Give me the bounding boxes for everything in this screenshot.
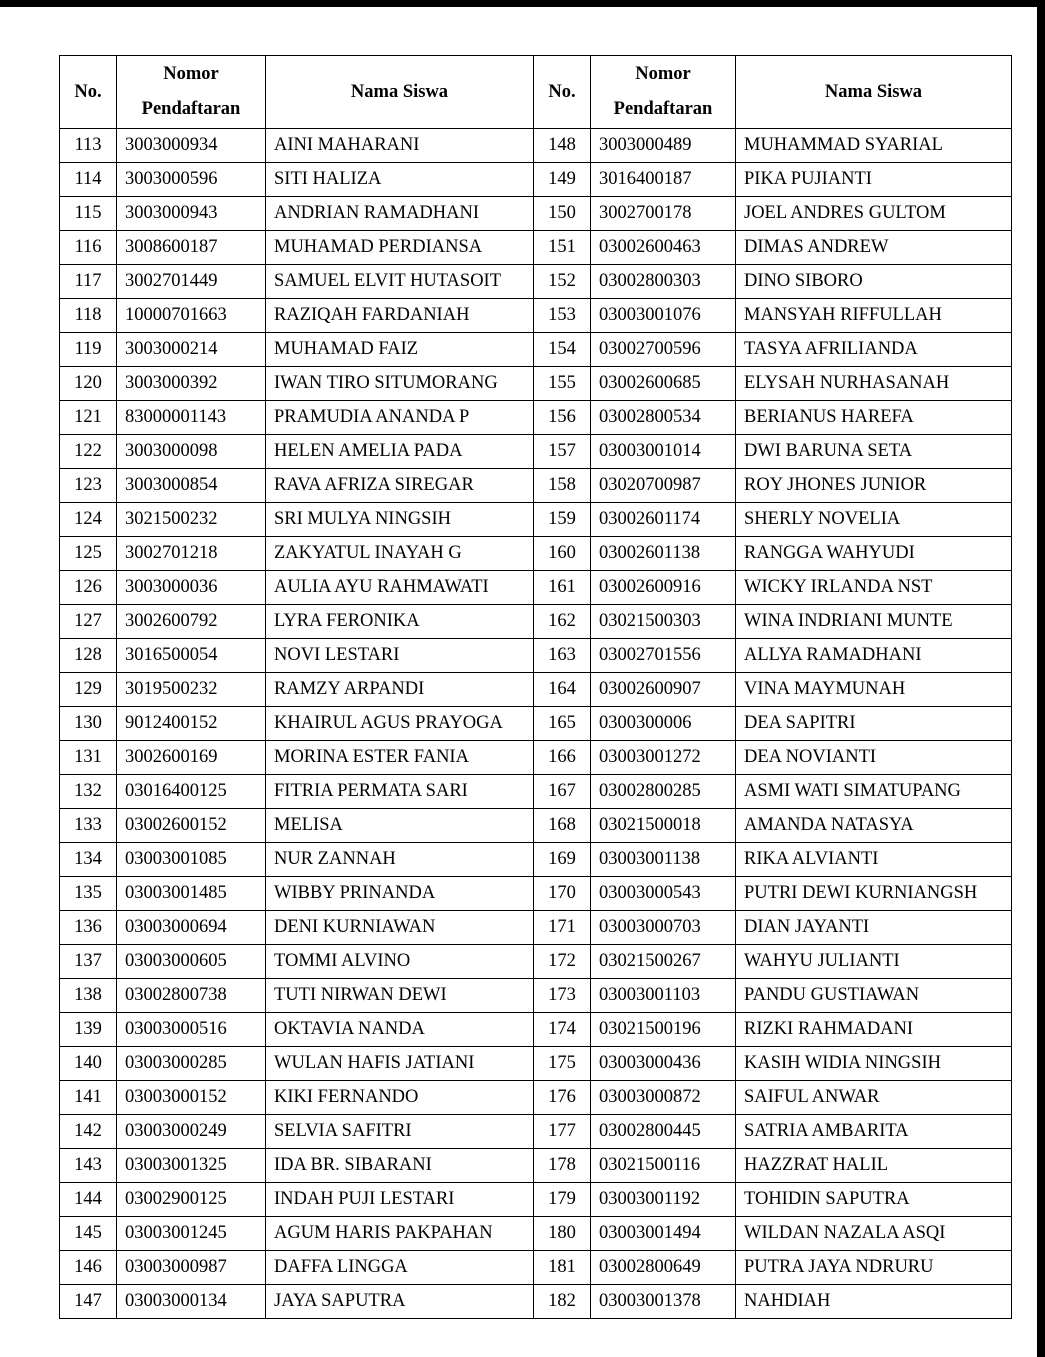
student-name-right: RANGGA WAHYUDI [736,537,1012,571]
table-row [60,1047,1012,1081]
row-number-left: 123 [60,469,117,503]
row-number-right: 179 [534,1183,591,1217]
row-number-left: 113 [60,129,117,163]
table-row [60,911,1012,945]
registration-number-right: 03002800649 [591,1251,736,1285]
row-number-right: 181 [534,1251,591,1285]
student-name-right: BERIANUS HAREFA [736,401,1012,435]
student-name-left: SRI MULYA NINGSIH [266,503,534,537]
registration-number-right: 3002700178 [591,197,736,231]
row-number-right: 177 [534,1115,591,1149]
registration-number-left: 03002900125 [117,1183,266,1217]
student-name-right: ALLYA RAMADHANI [736,639,1012,673]
student-name-left: FITRIA PERMATA SARI [266,775,534,809]
registration-number-right: 03021500196 [591,1013,736,1047]
student-name-left: NOVI LESTARI [266,639,534,673]
registration-number-right: 03003000543 [591,877,736,911]
registration-number-left: 03003000516 [117,1013,266,1047]
student-name-left: MORINA ESTER FANIA [266,741,534,775]
student-name-right: ROY JHONES JUNIOR [736,469,1012,503]
registration-number-left: 3003000943 [117,197,266,231]
row-number-right: 168 [534,809,591,843]
registration-number-left: 3003000854 [117,469,266,503]
row-number-right: 172 [534,945,591,979]
table-row [60,843,1012,877]
registration-number-right: 03002701556 [591,639,736,673]
table-row [60,979,1012,1013]
student-name-left: PRAMUDIA ANANDA P [266,401,534,435]
registration-number-left: 03003000605 [117,945,266,979]
table-row [60,231,1012,265]
registration-number-right: 0300300006 [591,707,736,741]
registration-number-right: 03021500116 [591,1149,736,1183]
table-row [60,537,1012,571]
table-row [60,1149,1012,1183]
table-row [60,571,1012,605]
row-number-left: 144 [60,1183,117,1217]
student-name-right: SAIFUL ANWAR [736,1081,1012,1115]
registration-number-left: 03002800738 [117,979,266,1013]
registration-number-left: 03016400125 [117,775,266,809]
row-number-right: 164 [534,673,591,707]
student-name-right: SATRIA AMBARITA [736,1115,1012,1149]
student-name-left: NUR ZANNAH [266,843,534,877]
row-number-left: 142 [60,1115,117,1149]
registration-number-left: 3008600187 [117,231,266,265]
registration-number-left: 03003000152 [117,1081,266,1115]
registration-number-left: 03003001485 [117,877,266,911]
row-number-left: 139 [60,1013,117,1047]
table-row [60,435,1012,469]
student-name-left: MUHAMAD FAIZ [266,333,534,367]
row-number-right: 180 [534,1217,591,1251]
registration-number-right: 03002601174 [591,503,736,537]
table-row [60,1115,1012,1149]
student-name-right: PUTRA JAYA NDRURU [736,1251,1012,1285]
table-row [60,605,1012,639]
registration-number-left: 3021500232 [117,503,266,537]
row-number-left: 121 [60,401,117,435]
row-number-left: 120 [60,367,117,401]
registration-number-left: 03003000249 [117,1115,266,1149]
registration-number-left: 03003001085 [117,843,266,877]
student-name-left: RAZIQAH FARDANIAH [266,299,534,333]
student-name-left: OKTAVIA NANDA [266,1013,534,1047]
row-number-left: 146 [60,1251,117,1285]
registration-number-left: 9012400152 [117,707,266,741]
registration-number-right: 03021500303 [591,605,736,639]
student-name-left: WULAN HAFIS JATIANI [266,1047,534,1081]
table-row [60,1251,1012,1285]
table-row [60,1285,1012,1319]
row-number-right: 157 [534,435,591,469]
row-number-right: 151 [534,231,591,265]
table-row [60,1183,1012,1217]
student-name-left: AINI MAHARANI [266,129,534,163]
table-row [60,367,1012,401]
student-name-left: TUTI NIRWAN DEWI [266,979,534,1013]
header-registration-number-left: Nomor Pendaftaran [117,56,266,129]
student-name-left: SITI HALIZA [266,163,534,197]
row-number-left: 132 [60,775,117,809]
student-name-right: KASIH WIDIA NINGSIH [736,1047,1012,1081]
student-name-left: LYRA FERONIKA [266,605,534,639]
row-number-right: 182 [534,1285,591,1319]
row-number-right: 156 [534,401,591,435]
row-number-left: 117 [60,265,117,299]
student-name-right: WINA INDRIANI MUNTE [736,605,1012,639]
row-number-left: 140 [60,1047,117,1081]
student-registration-table [59,55,1012,1319]
row-number-right: 165 [534,707,591,741]
row-number-right: 166 [534,741,591,775]
registration-number-left: 83000001143 [117,401,266,435]
row-number-right: 149 [534,163,591,197]
registration-number-right: 03003001272 [591,741,736,775]
student-name-right: TASYA AFRILIANDA [736,333,1012,367]
row-number-left: 137 [60,945,117,979]
registration-number-right: 03003001076 [591,299,736,333]
student-name-left: ANDRIAN RAMADHANI [266,197,534,231]
registration-number-right: 03020700987 [591,469,736,503]
table-row [60,673,1012,707]
table-row [60,639,1012,673]
student-name-left: WIBBY PRINANDA [266,877,534,911]
registration-number-left: 3002701449 [117,265,266,299]
student-name-right: TOHIDIN SAPUTRA [736,1183,1012,1217]
header-no-right: No. [534,56,591,129]
table-row [60,877,1012,911]
registration-number-right: 3003000489 [591,129,736,163]
row-number-left: 131 [60,741,117,775]
student-name-right: ASMI WATI SIMATUPANG [736,775,1012,809]
row-number-left: 133 [60,809,117,843]
row-number-right: 159 [534,503,591,537]
student-name-right: DEA NOVIANTI [736,741,1012,775]
student-name-right: AMANDA NATASYA [736,809,1012,843]
student-name-right: DIMAS ANDREW [736,231,1012,265]
header-student-name-left: Nama Siswa [266,56,534,129]
header-no-left: No. [60,56,117,129]
student-name-right: DIAN JAYANTI [736,911,1012,945]
registration-number-left: 03003001245 [117,1217,266,1251]
row-number-left: 127 [60,605,117,639]
registration-number-left: 3003000392 [117,367,266,401]
registration-number-right: 03002600916 [591,571,736,605]
table-row [60,333,1012,367]
row-number-right: 152 [534,265,591,299]
registration-number-right: 03002700596 [591,333,736,367]
row-number-right: 153 [534,299,591,333]
registration-number-left: 10000701663 [117,299,266,333]
row-number-left: 122 [60,435,117,469]
student-name-left: ZAKYATUL INAYAH G [266,537,534,571]
row-number-left: 134 [60,843,117,877]
row-number-right: 171 [534,911,591,945]
row-number-right: 174 [534,1013,591,1047]
registration-number-right: 03003000872 [591,1081,736,1115]
table-row [60,197,1012,231]
student-name-left: RAMZY ARPANDI [266,673,534,707]
student-name-right: NAHDIAH [736,1285,1012,1319]
table-row [60,129,1012,163]
table-row [60,1217,1012,1251]
registration-number-right: 03021500018 [591,809,736,843]
registration-number-left: 3016500054 [117,639,266,673]
student-name-right: ELYSAH NURHASANAH [736,367,1012,401]
table-body [60,129,1012,1319]
row-number-right: 167 [534,775,591,809]
table-row [60,503,1012,537]
student-name-right: VINA MAYMUNAH [736,673,1012,707]
row-number-left: 129 [60,673,117,707]
registration-number-right: 3016400187 [591,163,736,197]
table-header-row [60,56,1012,129]
student-name-left: AULIA AYU RAHMAWATI [266,571,534,605]
row-number-left: 138 [60,979,117,1013]
student-name-right: DINO SIBORO [736,265,1012,299]
row-number-right: 170 [534,877,591,911]
student-name-right: DWI BARUNA SETA [736,435,1012,469]
row-number-left: 130 [60,707,117,741]
registration-number-left: 03003000285 [117,1047,266,1081]
registration-number-right: 03002800303 [591,265,736,299]
student-name-left: MELISA [266,809,534,843]
student-name-right: HAZZRAT HALIL [736,1149,1012,1183]
student-name-right: RIZKI RAHMADANI [736,1013,1012,1047]
row-number-left: 115 [60,197,117,231]
table-row [60,945,1012,979]
student-name-left: KHAIRUL AGUS PRAYOGA [266,707,534,741]
row-number-left: 145 [60,1217,117,1251]
student-name-left: RAVA AFRIZA SIREGAR [266,469,534,503]
table-row [60,707,1012,741]
registration-number-left: 03003000694 [117,911,266,945]
student-name-right: RIKA ALVIANTI [736,843,1012,877]
row-number-left: 128 [60,639,117,673]
registration-number-left: 3002701218 [117,537,266,571]
row-number-right: 150 [534,197,591,231]
table-row [60,809,1012,843]
registration-number-left: 03003000134 [117,1285,266,1319]
student-name-left: DAFFA LINGGA [266,1251,534,1285]
student-name-right: MUHAMMAD SYARIAL [736,129,1012,163]
row-number-right: 160 [534,537,591,571]
row-number-left: 126 [60,571,117,605]
registration-number-right: 03003001494 [591,1217,736,1251]
registration-number-left: 3003000214 [117,333,266,367]
student-name-right: SHERLY NOVELIA [736,503,1012,537]
row-number-left: 125 [60,537,117,571]
registration-number-left: 3003000036 [117,571,266,605]
row-number-right: 173 [534,979,591,1013]
student-name-left: KIKI FERNANDO [266,1081,534,1115]
registration-number-left: 3002600792 [117,605,266,639]
registration-number-right: 03002600685 [591,367,736,401]
row-number-right: 176 [534,1081,591,1115]
registration-number-left: 3003000934 [117,129,266,163]
registration-number-left: 3002600169 [117,741,266,775]
row-number-right: 161 [534,571,591,605]
student-name-right: MANSYAH RIFFULLAH [736,299,1012,333]
registration-number-left: 03003001325 [117,1149,266,1183]
student-name-left: SELVIA SAFITRI [266,1115,534,1149]
row-number-right: 169 [534,843,591,877]
row-number-right: 178 [534,1149,591,1183]
student-name-left: SAMUEL ELVIT HUTASOIT [266,265,534,299]
row-number-left: 143 [60,1149,117,1183]
student-name-left: TOMMI ALVINO [266,945,534,979]
student-name-left: INDAH PUJI LESTARI [266,1183,534,1217]
student-name-right: WAHYU JULIANTI [736,945,1012,979]
student-name-left: IDA BR. SIBARANI [266,1149,534,1183]
student-name-left: AGUM HARIS PAKPAHAN [266,1217,534,1251]
row-number-left: 114 [60,163,117,197]
row-number-left: 147 [60,1285,117,1319]
row-number-right: 175 [534,1047,591,1081]
registration-number-right: 03003001103 [591,979,736,1013]
student-name-left: DENI KURNIAWAN [266,911,534,945]
student-name-right: PANDU GUSTIAWAN [736,979,1012,1013]
student-name-right: DEA SAPITRI [736,707,1012,741]
document-page [0,7,1037,1357]
student-name-right: PUTRI DEWI KURNIANGSH [736,877,1012,911]
registration-number-right: 03002800445 [591,1115,736,1149]
student-name-left: HELEN AMELIA PADA [266,435,534,469]
table-row [60,299,1012,333]
table-row [60,1081,1012,1115]
registration-number-left: 3019500232 [117,673,266,707]
registration-number-right: 03003000703 [591,911,736,945]
student-name-left: MUHAMAD PERDIANSA [266,231,534,265]
student-name-right: WICKY IRLANDA NST [736,571,1012,605]
registration-number-right: 03003000436 [591,1047,736,1081]
registration-number-left: 3003000596 [117,163,266,197]
registration-number-right: 03003001378 [591,1285,736,1319]
student-name-right: PIKA PUJIANTI [736,163,1012,197]
row-number-left: 116 [60,231,117,265]
table-row [60,741,1012,775]
registration-number-right: 03002800534 [591,401,736,435]
registration-number-left: 03002600152 [117,809,266,843]
row-number-left: 135 [60,877,117,911]
row-number-left: 119 [60,333,117,367]
student-name-left: JAYA SAPUTRA [266,1285,534,1319]
row-number-left: 118 [60,299,117,333]
row-number-left: 141 [60,1081,117,1115]
student-name-left: IWAN TIRO SITUMORANG [266,367,534,401]
row-number-right: 154 [534,333,591,367]
row-number-right: 155 [534,367,591,401]
student-name-right: WILDAN NAZALA ASQI [736,1217,1012,1251]
registration-number-right: 03002800285 [591,775,736,809]
table-row [60,401,1012,435]
row-number-left: 136 [60,911,117,945]
registration-number-right: 03003001014 [591,435,736,469]
header-student-name-right: Nama Siswa [736,56,1012,129]
table-row [60,775,1012,809]
registration-number-right: 03021500267 [591,945,736,979]
registration-number-right: 03003001138 [591,843,736,877]
row-number-right: 158 [534,469,591,503]
header-registration-number-right: Nomor Pendaftaran [591,56,736,129]
registration-number-left: 3003000098 [117,435,266,469]
registration-number-right: 03002601138 [591,537,736,571]
row-number-right: 163 [534,639,591,673]
row-number-right: 162 [534,605,591,639]
row-number-right: 148 [534,129,591,163]
registration-number-right: 03002600907 [591,673,736,707]
table-row [60,163,1012,197]
student-name-right: JOEL ANDRES GULTOM [736,197,1012,231]
row-number-left: 124 [60,503,117,537]
table-row [60,1013,1012,1047]
registration-number-left: 03003000987 [117,1251,266,1285]
registration-number-right: 03002600463 [591,231,736,265]
registration-number-right: 03003001192 [591,1183,736,1217]
table-row [60,469,1012,503]
table-row [60,265,1012,299]
